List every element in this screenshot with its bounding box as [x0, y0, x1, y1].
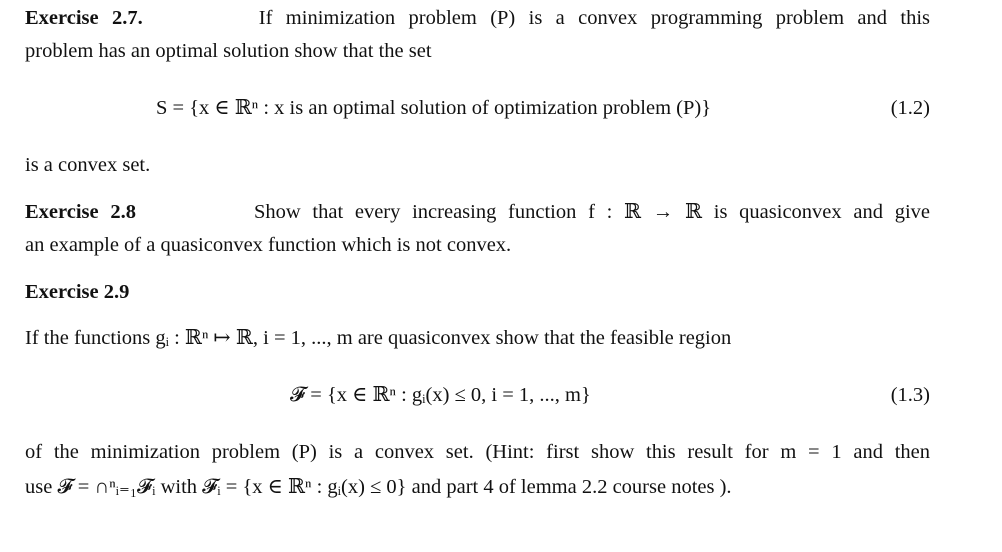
- ex27-line-1: [25, 6, 930, 30]
- ex28-line-1: [25, 200, 930, 224]
- ex29-line-3: use 𝓕 = ∩ⁿᵢ₌₁𝓕ᵢ with 𝓕ᵢ = {x ∈ ℝⁿ : gᵢ(x) ≤ 0} and part 4 of lemma 2.2 course notes ).: [25, 476, 732, 498]
- ex27-line-1-text: If minimization problem (P) is a convex programming problem and this: [258, 7, 931, 29]
- ex29-equation-number: (1.3): [890, 384, 930, 406]
- ex29-heading: Exercise 2.9: [25, 281, 130, 303]
- ex27-line-2: problem has an optimal solution show that the set: [25, 40, 432, 62]
- ex28-heading: Exercise 2.8: [25, 201, 136, 223]
- ex27-line-3: is a convex set.: [25, 154, 151, 176]
- ex29-line-2: of the minimization problem (P) is a convex set. (Hint: first show this result for m = 1 and then: [25, 441, 930, 463]
- ex27-equation: S = {x ∈ ℝⁿ : x is an optimal solution of optimization problem (P)}: [156, 97, 712, 119]
- ex29-equation: 𝓕 = {x ∈ ℝⁿ : gᵢ(x) ≤ 0, i = 1, ..., m}: [290, 384, 591, 406]
- ex29-line-1: If the functions gᵢ : ℝⁿ ↦ ℝ, i = 1, ..., m are quasiconvex show that the feasible region: [25, 327, 732, 349]
- ex28-line-1-text: Show that every increasing function f : ℝ → ℝ is quasiconvex and give: [253, 201, 930, 223]
- ex27-heading: Exercise 2.7.: [25, 7, 143, 29]
- ex28-line-2: an example of a quasiconvex function which is not convex.: [25, 234, 512, 256]
- ex27-equation-number: (1.2): [890, 97, 930, 119]
